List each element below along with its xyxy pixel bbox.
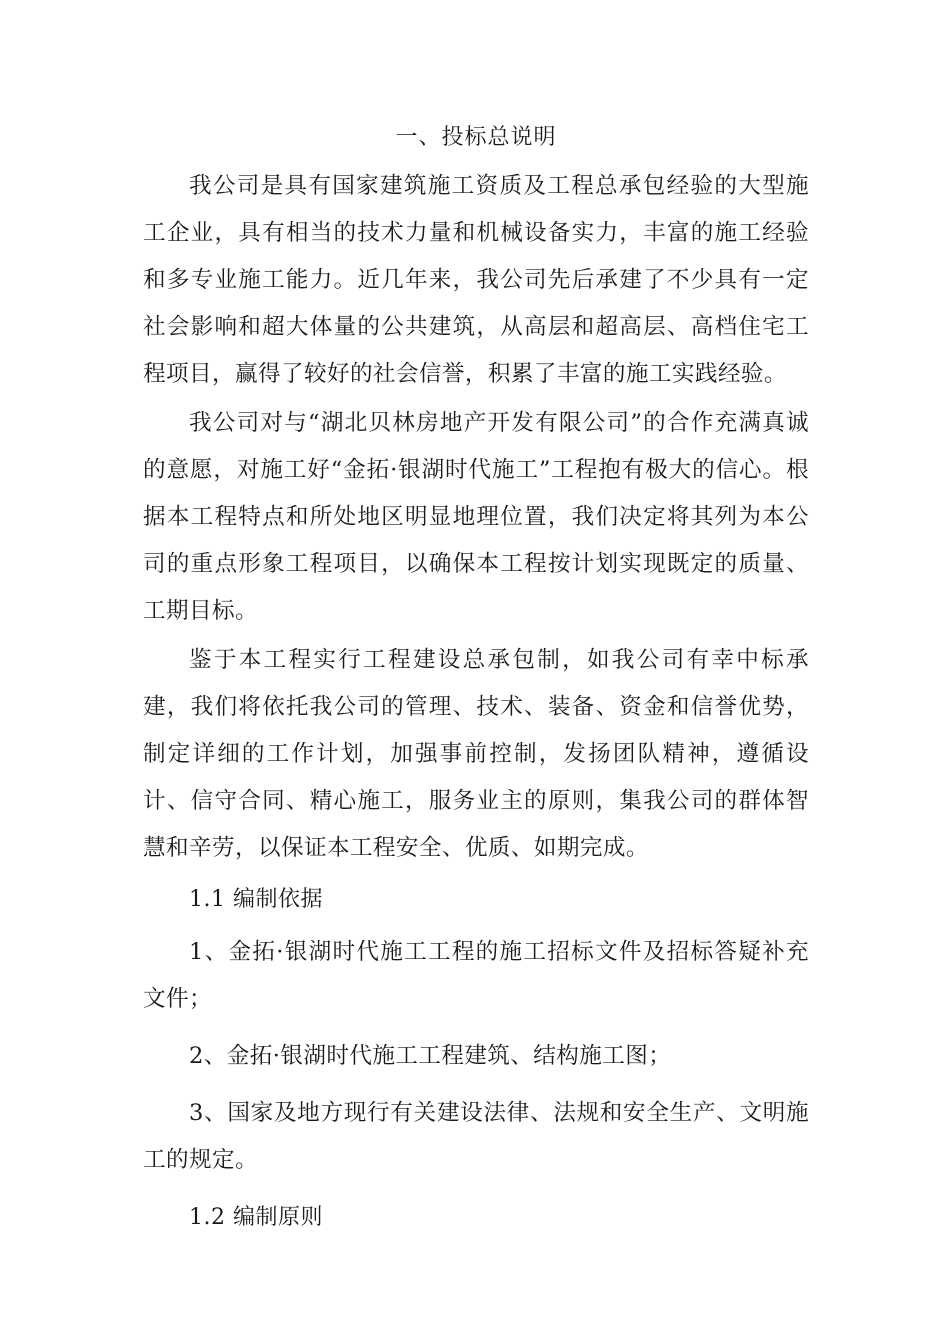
section-heading-1-2: 1.2 编制原则 — [189, 1205, 323, 1230]
document-page — [143, 116, 809, 1247]
paragraph-company-intro: 我公司是具有国家建筑施工资质及工程总承包经验的大型施工企业，具有相当的技术力量和机械设备实力，丰富的施工经验和多专业施工能力。近几年来，我公司先后承建了不少具有一定社会影响和超大体量的公共建筑，从高层和超高层、高档住宅工程项目，赢得了较好的社会信誉，积累了丰富的施工实践经验。 — [143, 173, 809, 387]
paragraph-cooperation: 我公司对与“湖北贝林房地产开发有限公司”的合作充满真诚的意愿，对施工好“金拓·银湖时代施工”工程抱有极大的信心。根据本工程特点和所处地区明显地理位置，我们决定将其列为本公司的重点形象工程项目，以确保本工程按计划实现既定的质量、工期目标。 — [143, 410, 809, 624]
document-title: 一、投标总说明 — [395, 125, 557, 150]
section-heading-1-1: 1.1 编制依据 — [189, 887, 323, 912]
list-item-basis-3: 3、国家及地方现行有关建设法律、法规和安全生产、文明施工的规定。 — [143, 1100, 809, 1173]
list-item-basis-2: 2、金拓·银湖时代施工工程建筑、结构施工图； — [189, 1043, 672, 1069]
list-item-basis-1: 1、金拓·银湖时代施工工程的施工招标文件及招标答疑补充文件； — [143, 939, 809, 1012]
paragraph-commitment: 鉴于本工程实行工程建设总承包制，如我公司有幸中标承建，我们将依托我公司的管理、技术、装备、资金和信誉优势，制定详细的工作计划，加强事前控制，发扬团队精神，遵循设计、信守合同、精心施工，服务业主的原则，集我公司的群体智慧和辛劳，以保证本工程安全、优质、如期完成。 — [143, 647, 809, 861]
